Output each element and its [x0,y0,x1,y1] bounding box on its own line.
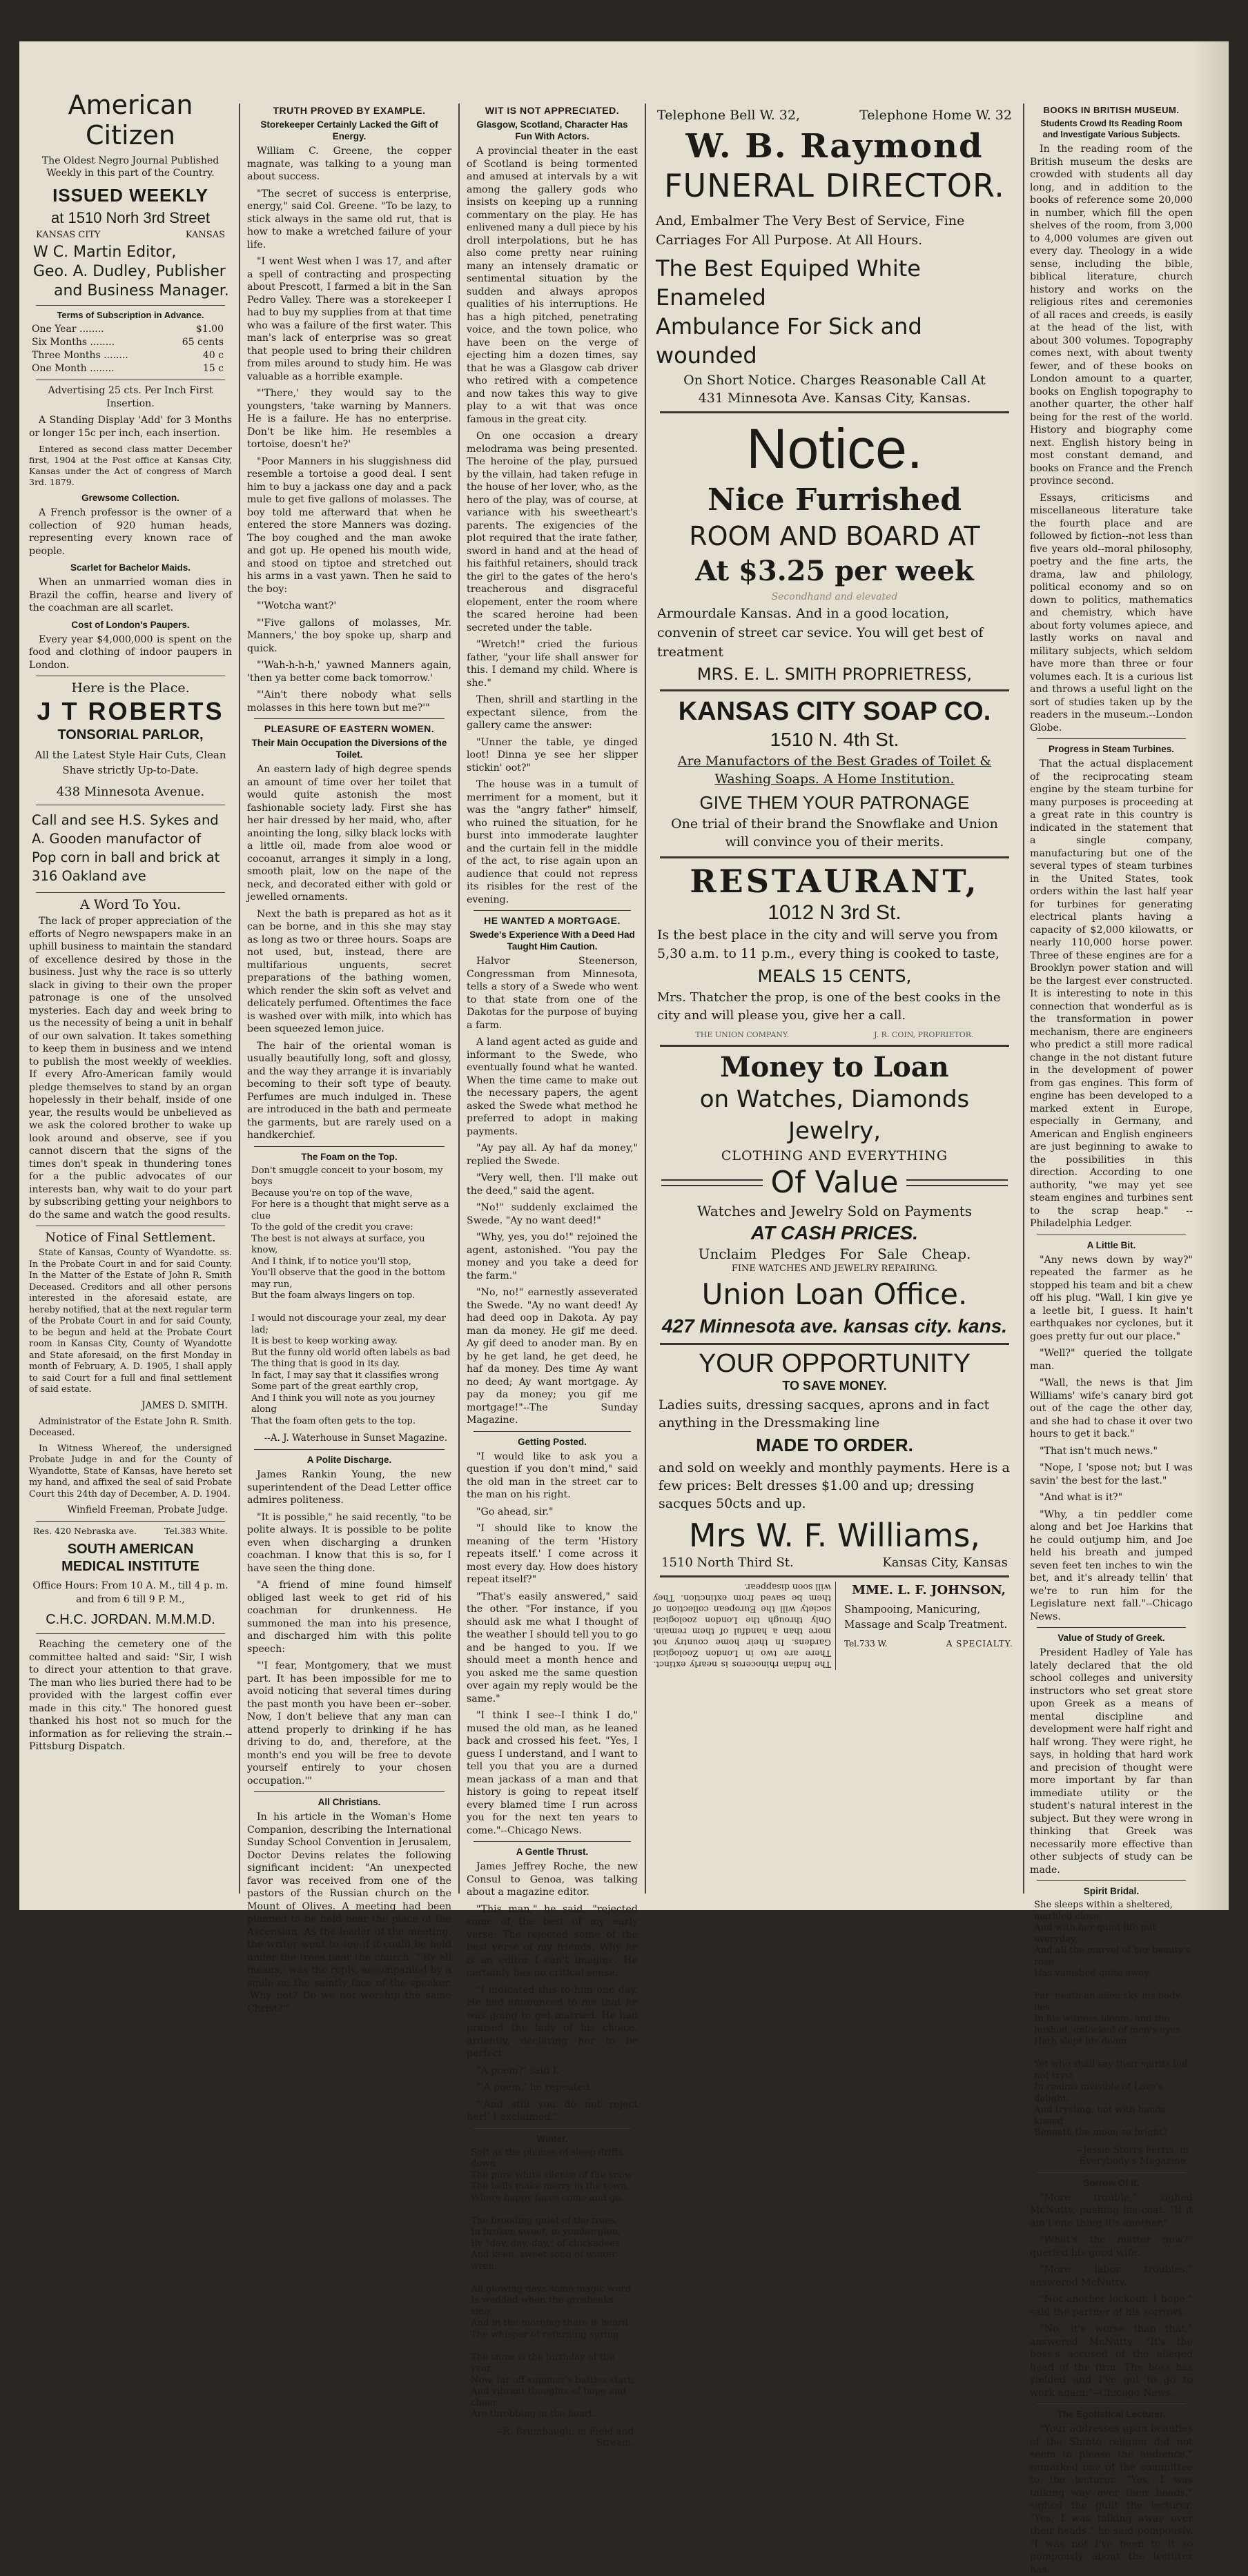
raymond-body: And, Embalmer The Very Best of Service, Fine Carriages For All Purpose. At All Hours. [656,213,965,248]
column-rule [645,104,646,1894]
column-4-ads [653,108,1016,1896]
terms-heading: Terms of Subscription in Advance. [57,310,204,320]
eastern-subheading: Their Main Occupation the Diversions of the Toilet. [251,738,447,760]
mortgage-subheading: Swede's Experience With a Deed Had Taught Him Caution. [469,930,635,952]
display-rates: A Standing Display 'Add' for 3 Months or longer 15c per inch, each insertion. [29,415,232,439]
paragraph: James Jeffrey Roche, the new Consul to Genoa, was talking about a magazine editor. [467,1861,638,1898]
paragraph: "Poor Manners in his sluggishness did resemble a tortoise a good deal. I sent him to buy a jackass one day and a pack mule to get five gallons of molasses. The boy told me afterward that when he entered the store Manners was dozing. The boy coughed and the man awoke and got up. He opened his mouth wide, and stood on tiptoe and stretched out his arms in a vast yawn. Then he said to the boy: [247,455,451,595]
christians-heading: All Christians. [318,1797,381,1807]
opportunity-city: Kansas City, Kansas [882,1555,1008,1570]
johnson-tel: Tel.733 W. [844,1639,888,1649]
paragraph: "'I fear, Montgomery, that we must part. It has been impossible for me to avoid noticing that several times during the past month you have been er--sober. Now, I don't believe that any man can attend properly to drinking if he has driving to do, and, therefore, at the month's end you will be free to devote yourself entirely to your chosen occupation.'" [247,1660,451,1787]
paragraph: "Ay pay all. Ay haf da money," replied the Swede. [467,1143,638,1167]
word-body: The lack of proper appreciation of the efforts of Negro newspapers make in an uphill business to maintain the standard of excellence desired by those in the business. Just why the race is so utterly slack in giving to their own the proper patronage is one of the unsolved mysteries. Each day and week bring to us the necessity of being a unit in behalf of our own salvation. It takes something to keep them in business and we intend to publish the most weekly of weeklies. If every Afro-American family would pledge themselves to stand by an organ hopelessly in their behalf, inside of one year, the results would be unbelieved as we ask the colored brother to wake up look around and observe, see if you cannot discern that the signs of the times don't speak in thundering tones for a the public advocates of our interests ban, why wait to do your part by subscribing getting your neighbors to do the same and watch the good results. [29,916,232,1221]
paragraph: "No!" suddenly exclaimed the Swede. "Ay no want deed!" [467,1202,638,1226]
divider [1037,2172,1186,2173]
terms-table [29,323,232,375]
divider [1037,1880,1186,1881]
paragraph: "This man," he said, "rejected some of the best of my early verse. The rejected some of the best verse of my friends. Why he is an editor I can't imagine. He certainly has no critical sense. [467,1903,638,1978]
books-heading: BOOKS IN BRITISH MUSEUM. [1043,105,1180,115]
divider [660,1575,1009,1577]
ornament-rule [661,1179,763,1186]
loan-office: Union Loan Office. [701,1277,968,1311]
raymond-notice: On Short Notice. Charges Reasonable Call At [683,373,986,388]
paragraph: William C. Greene, the copper magnate, was talking to a young man about success. [247,146,451,182]
scarlet-body: When an unmarried woman dies in Brazil the coffin, hearse and livery of the coachman are all scarlet. [29,577,232,613]
paragraph: "Why, yes, you do!" rejoined the agent, astonished. "You pay the money and you take a deed for the farm." [467,1232,638,1281]
soap-trial: One trial of their brand the Snowflake and Union will convince you of their merits. [671,816,998,849]
lecturer-body: "Your addresses upon beauties of the Shinto religion did not seem to please the audience," remarked one of the committee to the lecturer. "Yes, I was talking way over their heads," sighed the guilt the lecturer. "Yes, I was talking away over their heads," he said pompously. "I was not I've been to it so pompously about the lecturer has. [1030,2423,1193,2575]
loan-value: Of Value [770,1165,899,1200]
masthead: American Citizen [68,90,193,150]
paragraph: "I went West when I was 17, and after a spell of contracting and prospecting about Prescott, I farmed a bit in the San Pedro Valley. There was a storekeeper I had to buy my supplies from at that time who was a failure of the first water. This man's lack of enterprise was so great that people used to bring their children from miles around to study him. He was valuable as a horrible example. [247,256,451,382]
mortgage-body [467,955,638,1427]
raymond-title: FUNERAL DIRECTOR. [664,167,1005,204]
christians-body: In his article in the Woman's Home Companion, describing the International Sunday School Convention in Jerusalem, Doctor Devins relates the following significant incident: "An unexpected favor was received from one of the pastors of the Russian church on the Mount of Olives. A meeting had been planned to be held near the place of the Ascension. As the leader of the meeting, the writer went to see if it could be held under the trees near the church. "'By all means,' was the reply, accompanied by a smile on the saintly face of the speaker. 'Why not? Do we not worship the same Christ?'" [247,1811,451,2014]
page-fold-shadow [1193,41,1229,1910]
wit-heading: WIT IS NOT APPRECIATED. [485,105,620,116]
divider [36,1633,225,1634]
raymond-name: W. B. Raymond [685,127,984,166]
ornament-rule [906,1179,1008,1186]
paragraph: "Go ahead, sir." [476,1506,554,1517]
divider [1037,1627,1186,1628]
paragraph: An eastern lady of high degree spends an amount of time over her toilet that would quite astonish the most fashionable society lady. First she has her hair dressed by her maid, who, after anointing the long, silky black locks with a little oil, made from aloe wood or cocoanut, arranges it simply in a long, smooth plait, low on the nape of the neck, and decorated either with gold or jewelled ornaments. [247,764,451,903]
posted-heading: Getting Posted. [518,1436,587,1447]
eastern-heading: PLEASURE OF EASTERN WOMEN. [264,723,435,734]
publisher-line: Geo. A. Dudley, Publisher [33,263,226,280]
winter-signature: --R. Brumbaugh, in Field and Stream. [496,2426,634,2448]
lecturer-heading: The Egotistical Lecturer. [1057,2409,1166,2419]
divider [1037,738,1186,739]
opportunity-subheading: TO SAVE MONEY. [782,1379,887,1393]
medical-heading-2: MEDICAL INSTITUTE [61,1559,199,1574]
paragraph: On one occasion a dreary melodrama was being presented. The heroine of the play, pursued by the villain, had taken refuge in the house of her lover, who, as the hero of the play, was of course, at variance with his sweetheart's parents. The exigencies of the plot required that the irate father, sword in hand and at the head of his faithful retainers, should track the girl to the gates of the hero's treacherous and disgraceful elopement, enter the room where the scared heroine had been secreted under the table. [467,431,638,633]
restaurant-name: RESTAURANT, [690,863,979,900]
soap-address: 1510 N. 4th St. [770,729,899,750]
posted-body [467,1451,638,1838]
column-rule [239,104,240,1894]
medical-hours-1: Office Hours: From 10 A. M., till 4 p. m. [32,1580,228,1591]
address-line: at 1510 Norh 3rd Street [51,209,210,226]
issued-weekly: ISSUED WEEKLY [52,185,208,206]
gruesome-body: A French professor is the owner of a collection of 920 human heads, representing every known race of people. [29,507,232,557]
column-2 [247,101,451,2014]
opportunity-address: 1510 North Third St. [661,1555,794,1570]
masthead-tagline: The Oldest Negro Journal Published Weekly in this part of the Country. [41,155,220,179]
opportunity-heading: YOUR OPPORTUNITY [698,1349,971,1378]
paragraph: "Nope, I 'spose not; but I was savin' the best for the last." [1030,1462,1193,1486]
paragraph: "What's the matter now?" queried his good wife. [1030,2234,1193,2259]
divider [36,892,225,893]
paragraph: "And what is it?" [1040,1492,1123,1503]
loan-payments: Watches and Jewelry Sold on Payments [696,1203,973,1219]
paragraph: The hair of the oriental woman is usually beautifully long, soft and glossy, and the way they arrange it is invariably becoming to their soft type of beauty. Perfumes are much indulged in. These are introduced in the bath and permeate the garments, but are rarely used on a handkerchief. [247,1040,451,1141]
bridal-verse: She sleeps within a sheltered, marbled close, And with her quiet life put everyday, And all the marvel of her beauty's rose Has vanished quite away. Far 'neath an alien sky his body lies In his witness bloom, and the hushed, unlocked of men's eyes Hath slept his doom. Yet who shall say their spirits bid not tryst In realms invisible of Love's delight, And trysting, not with hands kissed Beneath the moon so bright? [1034,1900,1191,2138]
telephone-home: Telephone Home W. 32 [859,108,1012,123]
terms-row [29,336,232,349]
opportunity-name: Mrs W. F. Williams, [688,1517,981,1554]
column-rule [458,104,460,1894]
truth-heading: TRUTH PROVED BY EXAMPLE. [273,105,426,116]
paragraph: "'Five gallons of molasses, Mr. Manners,' the boy spoke up, sharp and quick. [247,617,451,654]
notice-room: ROOM AND BOARD AT [689,521,980,551]
soap-body: Are Manufactors of the Best Grades of Toilet & Washing Soaps. A Home Institution. [677,754,992,787]
paragraph: Then, shrill and startling in the expectant silence, from the gallery came the answer: [467,694,638,731]
divider [474,910,631,911]
residence-phone: Tel.383 White. [164,1526,228,1536]
paragraph: "More trouble," sighed McNutty, pushing his coat. "If it ain't one thing it's another." [1030,2192,1193,2229]
terms-row [29,362,232,375]
divider [660,856,1009,858]
restaurant-meals: MEALS 15 CENTS, [757,966,912,986]
foam-heading: The Foam on the Top. [301,1151,398,1162]
telephone-line [657,108,1012,123]
medical-doctor: C.H.C. JORDAN. M.M.M.D. [46,1612,215,1627]
paragraph: "'A poem,' he repeated. [476,2082,593,2093]
terms-label: One Year ........ [32,324,104,335]
paragraph: The house was in a tumult of merriment for a moment, but it was the "angry father" himself, who ruined the situation, for he burst into immoderate laughter and the curtain fell in the middle of the act, to rise again upon an audience that could not repress its risibles for the rest of the evening. [467,779,638,905]
terms-price: $1.00 [195,324,224,335]
advertising-rates: Advertising 25 cts. Per Inch First Insertion. [48,385,213,409]
johnson-name: MME. L. F. JOHNSON, [852,1583,1006,1597]
bit-body [1030,1254,1193,1624]
paragraph: "Well?" queried the tollgate man. [1030,1348,1193,1372]
divider [1037,2403,1186,2404]
loan-cash: AT CASH PRICES. [750,1222,919,1243]
restaurant-body: Is the best place in the city and will serve you from 5,30 a.m. to 11 p.m., every thing is cooked to taste, [657,927,1000,961]
polite-body [247,1468,451,1787]
editor-line: W C. Martin Editor, [33,244,177,261]
terms-label: One Month ........ [32,363,115,374]
raymond-address: 431 Minnesota Ave. Kansas City, Kansas. [698,391,971,406]
greek-heading: Value of Study of Greek. [1057,1633,1165,1643]
divider [36,1521,225,1522]
divider [660,411,1009,413]
paragraph: "That isn't much news." [1040,1445,1158,1457]
paragraph: A provincial theater in the east of Scotland is being tormented and amused at intervals by a wit among the gallery gods who insists on keeping up a running commentary on the play. He has enlivened many a dull piece by his droll interpolations, but he has also come pretty near ruining many an intensely dramatic or sentimental situation by the sudden and always apropos qualities of his interruptions. He has a high pitched, penetrating voice, and the town police, who have been on the verge of ejecting him a dozen times, say that he was a Glasgow cab driver who retired with a competence and now takes this way to give play to a wit that was once famous in the great city. [467,146,638,425]
loan-address: 427 Minnesota ave. kansas city. kans. [661,1315,1008,1337]
winter-verse: Soft as the plumes of sleep drifts down The pure white silence of the snow The bells make merry in the town, Where happy faces come and go. The brooding quiet of the trees, In broken sweet, in yonder glen, By "day, day, day," of chickadees And keen, sweet song of winter wren. All glowing days some magic word Is wedded when the grosbeaks sing; And in the morning there is heard The whisper of returning spring. The snow is the birthday of the year, Now, far off summer's battles start; And vibrant thoughts of hope and cheer Are throbbing in the heart. [471,2147,635,2419]
paragraph: "A poem?' said I. [476,2065,560,2076]
opportunity-body: Ladies suits, dressing sacques, aprons and in fact anything in the Dressmaking line [659,1397,990,1430]
business-line: and Business Manager. [54,282,229,299]
paragraph: "'Wotcha want?' [257,600,337,611]
loan-repairing: FINE WATCHES AND JEWELRY REPAIRING. [731,1264,938,1274]
paragraph: Halvor Steenerson, Congressman from Minnesota, tells a story of a Swede who went to that state from one of the Dakotas for the purpose of buying a farm. [467,956,638,1031]
divider [36,305,225,306]
winter-heading: Winter. [536,2133,568,2144]
final-witness: In Witness Whereof, the undersigned Probate Judge in and for the County of Wyandotte, State of Kansas, have hereto set my hand, and affixed the seal of said Probate Court this 24th day of December, A. D. 1904. [29,1443,232,1500]
paragraph: Essays, criticisms and miscellaneous literature take the fourth place and are followed by fiction--not less than five years old--moral philosophy, poetry and the fine arts, the drama, law and philology, political economy and so on down to politics, mathematics and chemistry, which have about forty volumes apiece, and lastly works on naval and military subjects, which seldom have more than three or four volumes each. It is a curious list and throws a useful light on the sort of studies taken up by the readers in the museum.--London Globe. [1030,492,1193,734]
paragraph: "The secret of success is enterprise, energy," said Col. Greene. "To be lazy, to stick always in the same old rut, that is how to make a wretched failure of your life. [247,188,451,250]
paragraph: "Why, a tin peddler come along and bet Joe Harkins that he could outjump him, and Joe held his breath and jumped seven feet ten inches to win the bet, and it's already tellin' that we're to run him for the Legislature next fall."--Chicago News. [1030,1508,1193,1622]
gruesome-heading: Grewsome Collection. [81,493,179,503]
notice-heading: Notice. [746,417,923,480]
paragraph: "'Ain't there nobody what sells molasses in this here town but me?'" [247,689,451,714]
notice-furnished: Nice Furrished [707,482,962,518]
opportunity-made: MADE TO ORDER. [756,1435,913,1455]
final-heading: Notice of Final Settlement. [45,1230,216,1245]
divider [474,1431,631,1432]
notice-body: Armourdale Kansas. And in a good location, convenin of street car sevice. You will get best of treatment [657,606,984,660]
terms-price: 15 c [202,363,224,374]
reaching-body: Reaching the cemetery one of the committee halted and said: "Sir, I wish to direct your attention to that grave. The man who lies buried there had to be provided with the largest coffin ever made in this city." The honored guest thanked his host not so much for the information as for relieving the strain.--Pittsburg Dispatch. [29,1639,232,1752]
restaurant-thatcher: Mrs. Thatcher the prop, is one of the best cooks in the city and will please you, give her a call. [657,990,1001,1023]
paragraph: "I would like to ask you a question if you don't mind," said the old man in the street car to the man on his right. [467,1451,638,1500]
loan-items: on Watches, Diamonds Jewelry, [699,1085,970,1145]
paragraph: "Wretch!" cried the furious father, "your life shall answer for this. I demand my child. Where is she." [467,639,638,689]
opportunity-terms: and sold on weekly and monthly payments. Here is a few prices: Belt dresses $1.00 and up; dressing sacques 50cts and up. [659,1460,1010,1511]
sorrow-heading: Sorrow Of It. [1083,2177,1140,2188]
steam-body: That the actual displacement of the reciprocating steam engine by the steam turbine for many purposes is proceeding at a great rate in this country is indicated in the statement that a single company, manufacturing but one of the several types of steam turbines in the United States, took orders within the last half year for turbines for generating electrical plants having a capacity of $2,000 kilowatts, or nearly 110,000 horse power. Three of these engines are for a Brooklyn power station and will be the largest ever constructed. It is interesting to note in this connection that wonderful as is the transformation in power mechanism, there are engineers who predict a still more radical change in the not distant future in the development of power from gas engines. This form of engine has been developed to a marked extent in Europe, especially in Germany, and American and English engineers are just beginning to awake to the possibilities in this direction. According to one authority, "we may yet see steam engines and turbines sent to the scrap heap." --Philadelphia Ledger. [1030,758,1193,1229]
loan-value-row [653,1165,1016,1200]
foam-signature: --A. J. Waterhouse in Sunset Magazine. [264,1433,447,1444]
paragraph: "'Wah-h-h-h,' yawned Manners again, 'then ya better come back tomorrow.' [247,660,451,684]
divider [660,1045,1009,1047]
staff-block [29,243,232,301]
wit-body [467,145,638,906]
notice-proprietress: MRS. E. L. SMITH PROPRIETRESS, [696,665,973,684]
restaurant-address: 1012 N 3rd St. [768,901,901,924]
column-5 [1030,101,1193,2575]
paragraph: Next the bath is prepared as hot as it can be borne, and in this she may stay as long as two or three hours. Soaps are not used, but, instead, there are multifarious unguents, secret preparations of the bathing women, which render the skin soft as velvet and delicately perfumed. Oftentimes the face is washed over with milk, into which has been squeezed lemon juice. [247,908,451,1034]
johnson-body: Shampooing, Manicuring, Massage and Scalp Treatment. [844,1603,1008,1631]
terms-label: Six Months ........ [32,337,115,348]
paragraph: "I think I see--I think I do," mused the old man, as he leaned back and crossed his feet. "Yes, I guess I understand, and I want to tell you that you are a durned mean jackass of a man and that history is going to repeat itself every blamed time I run across you for the next ten years to come."--Chicago News. [467,1710,638,1836]
notice-faint-line: Secondhand and elevated [771,591,898,602]
paragraph: "It is possible," he said recently, "to be polite always. It is possible to be polite even when discharging a drunken coachman. I know that this is so, for I have seen the thing done. [247,1511,451,1574]
johnson-footer [844,1639,1013,1649]
roberts-body: All the Latest Style Hair Cuts, Clean Shave strictly Up-to-Date. [35,749,226,776]
bit-heading: A Little Bit. [1086,1239,1136,1250]
books-subheading: Students Crowd Its Reading Room and Investigate Various Subjects. [1040,119,1182,139]
roberts-address: 438 Minnesota Avenue. [56,785,205,799]
terms-price: 65 cents [182,337,224,348]
divider [660,689,1009,691]
foam-verse: Don't smuggle conceit to your bosom, my boys Because you're on top of the wave, For here is a thought that might serve as a clue To the gold of the credit you crave: The best is not always at surface, you know, And I think, if to notice you'll stop, You'll observe that the good in the bottom may run, But the foam always lingers on top. I would not discourage your zeal, my dear lad; It is best to keep working away. But the funny old world often labels as bad The thing that is good in its day. In fact, I may say that it classifies wrong Some part of the great earthly crop, And I think you will note as you journey along That the foam often gets to the top. [251,1165,451,1426]
soap-patronage: GIVE THEM YOUR PATRONAGE [699,792,970,813]
books-body [1030,143,1193,734]
eastern-body [247,763,451,1142]
paragraph: "'There,' they would say to the youngsters, 'take warning by Manners. He is a failure. He has no enterprise. Don't be like him. He resembles a tortoise, doesn't he?' [247,388,451,450]
soap-name: KANSAS CITY SOAP CO. [678,697,991,726]
final-administrator: Administrator of the Estate John R. Smith. Deceased. [29,1416,232,1438]
column-1 [29,90,232,1896]
paragraph: "Any news down by way?" repeated the farmer as he stopped his team and bit a chew off his plug. "Wall, I kin give ye a leetle bit, I guess. It hain't earthquakes nor cyclones, but it goes pretty fur out our place." [1030,1254,1193,1342]
divider [254,1146,445,1147]
roberts-intro: Here is the Place. [71,680,190,696]
greek-body: President Hadley of Yale has lately declared that the old school colleges and university instructors who set great store upon Greek as a means of mental discipline and development were half right and half wrong. They were right, he says, in holding that hard work and precision of thought were more important by far than immediate utility or the student's natural interest in the subject. But they were wrong in thinking that Greek was necessarily more effective than other subjects of study can be made. [1030,1647,1193,1876]
terms-row [29,323,232,336]
johnson-ad [841,1582,1016,1670]
paragraph: A land agent acted as guide and informant to the Swede, who eventually found what he wanted. When the time came to make out the necessary papers, the agent asked the Swede what method he preferred to adopt in making payments. [467,1036,638,1137]
truth-subheading: Storekeeper Certainly Lacked the Gift of Energy. [260,119,438,141]
raymond-ambulance-1: The Best Equiped White Enameled [656,255,921,311]
sorrow-body [1030,2192,1193,2400]
polite-heading: A Polite Discharge. [306,1455,392,1465]
city-right: KANSAS [185,230,225,240]
steam-heading: Progress in Steam Turbines. [1048,744,1175,754]
paragraph: "I should like to know the meaning of the term 'History repeats itself.' I come across it most every day. How does history repeat itself?" [467,1523,638,1585]
column-3 [467,101,638,2448]
medical-heading-1: SOUTH AMERICAN [67,1542,194,1557]
thrust-body [467,1860,638,2124]
residence-address: Res. 420 Nebraska ave. [33,1526,137,1536]
sykes-ad: Call and see H.S. Sykes and A. Gooden manufactor of Pop corn in ball and brick at 316 Oakland ave [32,812,220,884]
terms-price: 40 c [202,350,224,361]
word-heading: A Word To You. [79,897,181,912]
paragraph: "'And still you do not reject her!' I exclaimed." [467,2098,638,2123]
entered-notice: Entered as second class matter December first, 1904 at the Post office at Kansas City, Kansas under the Act of congress of March 3rd. 1879. [29,444,232,487]
medical-hours-2: and from 6 till 9 P. M., [76,1594,185,1605]
residence-line [33,1526,228,1536]
paragraph: "More labor troubles," answered McNutty. [1030,2264,1193,2288]
paragraph: "A friend of mine found himself obliged last week to get rid of his coachman for drunkenness. He summoned the man into his presence, and discharged him with this polite speech: [247,1580,451,1655]
final-judge: Winfield Freeman, Probate Judge. [67,1504,228,1515]
raymond-ambulance-2: Ambulance For Sick and wounded [656,313,922,368]
johnson-specialty: A SPECIALTY. [946,1639,1013,1649]
bottom-ads-row [653,1582,1016,1670]
paragraph: "Wall, the news is that Jim Williams' wife's canary bird got out of the cage the other day, and she had to chase it over two hours to get it back." [1030,1377,1193,1439]
divider [474,2128,631,2129]
city-line [36,230,225,240]
loan-clothing: CLOTHING AND EVERYTHING [721,1148,948,1163]
paragraph: "Unner the table, ye dinged loot! Dinna ye see her slipper stickin' oot?" [467,736,638,774]
divider [254,1791,445,1792]
wit-subheading: Glasgow, Scotland, Character Has Fun With Actors. [476,119,628,141]
paragraph: James Rankin Young, the new superintendent of the Dead Letter office admires politeness. [247,1469,451,1506]
column-rule [1023,104,1024,1894]
paragraph: "Not another lockout, I hope," said the partner of his sorrows. [1030,2294,1193,2318]
divider [254,1449,445,1450]
paupers-heading: Cost of London's Paupers. [71,619,190,630]
paragraph: "That's easily answered," said the other. "For instance, if you should ask me what I thought of the weather I should tell you to go and be hanged to you. If we should meet a month hence and you asked me the same question over again my reply would be the same." [467,1591,638,1704]
bridal-signature: --Jessie Storrs Ferris, in Everybody's Magazine. [1076,2144,1189,2167]
divider [660,1343,1009,1345]
rhino-item [653,1582,836,1670]
terms-label: Three Months ........ [32,350,128,361]
restaurant-proprietor: J. R. COIN, PROPRIETOR. [874,1030,974,1039]
paragraph: In the reading room of the British museum the desks are crowded with students all day long, and in addition to the books of reference some 20,000 in number, which fill the open shelves of the room, from 3,000 to 4,000 volumes are given out every day. Theology in a wide sense, including the bible, biblical literature, church history and works on the religious rites and ceremonies of all races and creeds, is easily at the head of the list, with about 300 volumes. Topography comes next, with about twenty fewer, and of these books on London amount to a quarter, books on English topography to another quarter, the other half being for the rest of the world. History and biography come next. English history being in most constant demand, and books on France and the French province second. [1030,144,1193,486]
paupers-body: Every year $4,000,000 is spent on the food and clothing of indoor paupers in London. [29,633,232,671]
paragraph: "Very well, then. I'll make out the deed," said the agent. [467,1172,638,1197]
final-signature: JAMES D. SMITH. [142,1399,228,1411]
loan-pledges: Unclaim Pledges For Sale Cheap. [698,1246,971,1262]
mortgage-heading: HE WANTED A MORTGAGE. [484,915,621,926]
truth-body [247,145,451,714]
loan-heading: Money to Loan [720,1051,949,1083]
roberts-name: J T ROBERTS [37,697,224,725]
terms-row [29,349,232,362]
newspaper-page [19,41,1229,2575]
restaurant-company: THE UNION COMPANY. [695,1030,790,1039]
city-left: KANSAS CITY [36,230,101,240]
scarlet-heading: Scarlet for Bachelor Maids. [70,562,191,573]
notice-price: At $3.25 per week [695,555,974,587]
divider [474,1841,631,1842]
opportunity-address-line [661,1555,1008,1570]
final-body: State of Kansas, County of Wyandotte. ss. In the Probate Court in and for said County. In the Matter of the Estate of John R. Smith Deceased. Creditors and all other persons interested in the aforesaid estate, are hereby notified, that at the next regular term of the Probate Court in and for said County, to be begun and held at the Probate Court room in Kansas City, County of Wyandotte and State aforesaid, on the first Monday in month of February, A. D. 1905, I shall apply to said Court for a full and final settlement of said estate. [29,1248,232,1395]
paragraph: "No, it's worse than that," answered McNutty. "It's the boss's accused of the alleged head of the firm. The boss has yielded and I've got to go to work again."--Chicago News. [1030,2323,1193,2399]
bridal-heading: Spirit Bridal. [1083,1886,1140,1896]
paragraph: "I indicated this to him one day. He had announced to me that he was going to get married. He had praised the lady of his choice, ardently, declaring her to be perfect. [467,1984,638,2059]
roberts-title: TONSORIAL PARLOR, [57,727,204,743]
thrust-heading: A Gentle Thrust. [516,1847,589,1857]
divider [254,718,445,719]
rhino-body: The Indian rhinoceros is nearly extinct. There are two in London Zoological Gardens. In their home country not more than a handful of them remain. Only through the London zoological society will the European collection of them be saved from extinction. They will soon disappear. [653,1582,831,1670]
paragraph: "No, no!" earnestly asseverated the Swede. "Ay no want deed! Ay had deed oop in Dakota. Ay pay man da money. He gif me deed. Ay gif deed to anoder man. By en by he get land, he get deed, he haf da money. Des time Ay want no deed; Ay want mortgage. Ay pay da money; you gif me mortgage!"--The Sunday Magazine. [467,1287,638,1426]
restaurant-footer [653,1030,1016,1039]
telephone-bell: Telephone Bell W. 32, [657,108,801,123]
